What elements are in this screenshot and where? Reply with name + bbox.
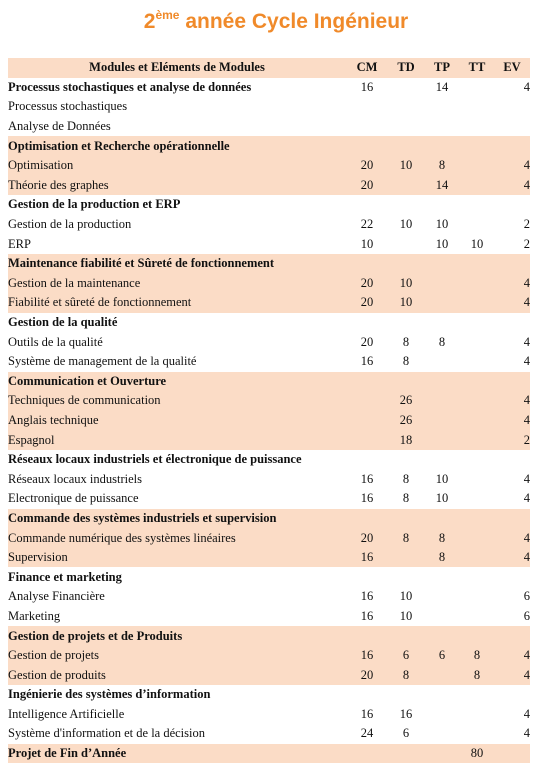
tp-value: 14 xyxy=(435,79,449,94)
tp-value: 10 xyxy=(435,491,449,506)
tt-value xyxy=(460,136,494,156)
ev-value: 6 xyxy=(523,589,530,604)
ev-value xyxy=(494,136,530,156)
module-name: Communication et Ouverture xyxy=(8,373,167,388)
element-row xyxy=(8,665,530,685)
tp-value xyxy=(424,587,460,607)
tp-value xyxy=(424,313,460,333)
module-name: Projet de Fin d’Année xyxy=(8,746,127,761)
ev-value xyxy=(494,254,530,274)
tt-value: 10 xyxy=(470,236,484,251)
td-value xyxy=(388,195,424,215)
cm-value xyxy=(346,450,388,470)
ev-value: 4 xyxy=(523,471,530,486)
ev-value: 4 xyxy=(523,667,530,682)
td-value xyxy=(388,548,424,568)
tt-value xyxy=(460,411,494,431)
cm-value: 16 xyxy=(360,79,374,94)
module-row xyxy=(8,195,530,215)
element-name: Gestion de projets xyxy=(8,648,99,663)
ev-value xyxy=(494,744,530,764)
td-value: 18 xyxy=(399,432,413,447)
ev-value: 4 xyxy=(523,530,530,545)
tt-value xyxy=(460,391,494,411)
ev-value: 6 xyxy=(523,608,530,623)
tt-value xyxy=(460,313,494,333)
element-name: Système d'information et de la décision xyxy=(8,726,205,741)
element-name: Marketing xyxy=(8,608,61,623)
module-row xyxy=(8,744,530,764)
tp-value: 8 xyxy=(438,334,446,349)
module-row xyxy=(8,567,530,587)
tt-value: 8 xyxy=(473,648,481,663)
cm-value xyxy=(346,117,388,137)
ev-value: 4 xyxy=(523,177,530,192)
element-row xyxy=(8,724,530,744)
module-row xyxy=(8,254,530,274)
element-row xyxy=(8,117,530,137)
cm-value xyxy=(346,567,388,587)
tt-value xyxy=(460,254,494,274)
td-value: 10 xyxy=(399,158,413,173)
module-row xyxy=(8,626,530,646)
ev-value xyxy=(494,509,530,529)
td-value: 8 xyxy=(402,354,410,369)
tt-value xyxy=(460,450,494,470)
ev-value xyxy=(494,97,530,117)
td-value xyxy=(388,97,424,117)
ev-value: 4 xyxy=(523,275,530,290)
cm-value: 20 xyxy=(360,530,374,545)
cm-value xyxy=(346,430,388,450)
ev-value: 4 xyxy=(523,295,530,310)
tp-value xyxy=(424,430,460,450)
td-value xyxy=(388,626,424,646)
element-name: Espagnol xyxy=(8,432,55,447)
tp-value xyxy=(424,195,460,215)
tt-value xyxy=(460,528,494,548)
tp-value xyxy=(424,665,460,685)
cm-value: 16 xyxy=(360,648,374,663)
page-title: 2ème année Cycle Ingénieur xyxy=(143,8,409,33)
tt-value xyxy=(460,567,494,587)
ev-value: 4 xyxy=(523,706,530,721)
module-row xyxy=(8,685,530,705)
header-modules: Modules et Eléments de Modules xyxy=(89,60,265,75)
module-name: Ingénierie des systèmes d’information xyxy=(8,687,211,702)
td-value: 10 xyxy=(399,217,413,232)
element-name: Optimisation xyxy=(8,158,74,173)
ev-value: 4 xyxy=(523,491,530,506)
element-row xyxy=(8,587,530,607)
element-row xyxy=(8,646,530,666)
cm-value: 24 xyxy=(360,726,374,741)
tp-value xyxy=(424,293,460,313)
tp-value xyxy=(424,705,460,725)
tp-value: 8 xyxy=(438,158,446,173)
tt-value: 80 xyxy=(470,746,484,761)
td-value xyxy=(388,117,424,137)
module-name: Gestion de la production et ERP xyxy=(8,197,181,212)
tt-value xyxy=(460,274,494,294)
td-value: 8 xyxy=(402,491,410,506)
element-name: Système de management de la qualité xyxy=(8,354,197,369)
module-name: Gestion de projets et de Produits xyxy=(8,628,183,643)
cm-value: 16 xyxy=(360,608,374,623)
element-name: Gestion de la maintenance xyxy=(8,275,141,290)
td-value: 6 xyxy=(402,726,410,741)
tt-value xyxy=(460,97,494,117)
ev-value xyxy=(494,313,530,333)
element-name: Gestion de produits xyxy=(8,667,106,682)
module-name: Optimisation et Recherche opérationnelle xyxy=(8,138,230,153)
td-value: 10 xyxy=(399,275,413,290)
td-value xyxy=(388,372,424,392)
cm-value: 20 xyxy=(360,295,374,310)
cm-value: 10 xyxy=(360,236,374,251)
cm-value: 20 xyxy=(360,334,374,349)
tt-value xyxy=(460,469,494,489)
tp-value: 10 xyxy=(435,471,449,486)
td-value: 10 xyxy=(399,589,413,604)
ev-value: 4 xyxy=(523,648,530,663)
element-name: Analyse Financière xyxy=(8,589,105,604)
td-value: 8 xyxy=(402,334,410,349)
cm-value: 16 xyxy=(360,471,374,486)
module-name: Commande des systèmes industriels et supervision xyxy=(8,510,277,525)
tp-value xyxy=(424,274,460,294)
tp-value xyxy=(424,685,460,705)
curriculum-table xyxy=(8,58,530,763)
cm-value xyxy=(346,313,388,333)
ev-value xyxy=(494,195,530,215)
element-name: Processus stochastiques xyxy=(8,99,128,114)
td-value xyxy=(388,509,424,529)
tt-value xyxy=(460,372,494,392)
tp-value xyxy=(424,97,460,117)
tt-value xyxy=(460,215,494,235)
cm-value xyxy=(346,136,388,156)
td-value xyxy=(388,234,424,254)
tt-value xyxy=(460,489,494,509)
td-value xyxy=(388,685,424,705)
element-row xyxy=(8,176,530,196)
tp-value xyxy=(424,391,460,411)
table-header-row xyxy=(8,58,530,78)
module-name: Processus stochastiques et analyse de données xyxy=(8,79,252,94)
tt-value xyxy=(460,156,494,176)
tp-value: 10 xyxy=(435,217,449,232)
tp-value xyxy=(424,254,460,274)
tp-value xyxy=(424,352,460,372)
element-row xyxy=(8,430,530,450)
tp-value xyxy=(424,136,460,156)
cm-value: 16 xyxy=(360,354,374,369)
ev-value: 4 xyxy=(523,158,530,173)
td-value: 26 xyxy=(399,393,413,408)
element-row xyxy=(8,274,530,294)
td-value: 26 xyxy=(399,412,413,427)
tt-value xyxy=(460,705,494,725)
cm-value xyxy=(346,254,388,274)
ev-value xyxy=(494,685,530,705)
tt-value xyxy=(460,587,494,607)
ev-value: 4 xyxy=(523,393,530,408)
module-row xyxy=(8,136,530,156)
tt-value xyxy=(460,509,494,529)
tt-value xyxy=(460,117,494,137)
tt-value xyxy=(460,195,494,215)
tt-value xyxy=(460,78,494,98)
cm-value: 20 xyxy=(360,177,374,192)
td-value xyxy=(388,744,424,764)
element-row xyxy=(8,528,530,548)
header-ev: EV xyxy=(503,60,521,75)
ev-value: 4 xyxy=(523,550,530,565)
td-value xyxy=(388,136,424,156)
tt-value xyxy=(460,352,494,372)
ev-value: 4 xyxy=(523,354,530,369)
tt-value xyxy=(460,626,494,646)
tp-value xyxy=(424,509,460,529)
header-tp: TP xyxy=(434,60,450,75)
module-row xyxy=(8,509,530,529)
tp-value: 8 xyxy=(438,530,446,545)
tt-value xyxy=(460,685,494,705)
td-value: 6 xyxy=(402,648,410,663)
tp-value xyxy=(424,724,460,744)
ev-value xyxy=(494,626,530,646)
header-tt: TT xyxy=(468,60,486,75)
element-name: Outils de la qualité xyxy=(8,334,103,349)
cm-value: 22 xyxy=(360,217,374,232)
element-name: Analyse de Données xyxy=(8,119,111,134)
ev-value: 4 xyxy=(523,334,530,349)
td-value xyxy=(388,254,424,274)
tp-value: 14 xyxy=(435,177,449,192)
module-row xyxy=(8,78,530,98)
cm-value: 20 xyxy=(360,667,374,682)
tp-value xyxy=(424,567,460,587)
ev-value: 4 xyxy=(523,726,530,741)
td-value xyxy=(388,567,424,587)
td-value: 8 xyxy=(402,667,410,682)
tt-value xyxy=(460,332,494,352)
tt-value xyxy=(460,607,494,627)
tp-value: 10 xyxy=(435,236,449,251)
ev-value: 4 xyxy=(523,412,530,427)
module-row xyxy=(8,372,530,392)
td-value: 8 xyxy=(402,530,410,545)
element-name: Théorie des graphes xyxy=(8,177,109,192)
tp-value xyxy=(424,450,460,470)
ev-value xyxy=(494,450,530,470)
tp-value xyxy=(424,411,460,431)
cm-value xyxy=(346,685,388,705)
element-name: Electronique de puissance xyxy=(8,491,139,506)
cm-value: 20 xyxy=(360,275,374,290)
tp-value: 8 xyxy=(438,550,446,565)
title-superscript: ème xyxy=(155,8,180,22)
ev-value: 4 xyxy=(523,79,530,94)
td-value: 8 xyxy=(402,471,410,486)
ev-value: 2 xyxy=(523,236,530,251)
element-name: Anglais technique xyxy=(8,412,99,427)
element-row xyxy=(8,97,530,117)
cm-value xyxy=(346,372,388,392)
td-value: 10 xyxy=(399,608,413,623)
cm-value: 16 xyxy=(360,589,374,604)
element-name: Gestion de la production xyxy=(8,217,132,232)
cm-value xyxy=(346,97,388,117)
ev-value xyxy=(494,372,530,392)
cm-value xyxy=(346,195,388,215)
element-name: Fiabilité et sûreté de fonctionnement xyxy=(8,295,192,310)
element-row xyxy=(8,215,530,235)
element-row xyxy=(8,293,530,313)
element-row xyxy=(8,391,530,411)
element-name: ERP xyxy=(8,236,31,251)
tp-value xyxy=(424,744,460,764)
module-name: Réseaux locaux industriels et électronique de puissance xyxy=(8,452,302,467)
element-name: Techniques de communication xyxy=(8,393,161,408)
element-row xyxy=(8,469,530,489)
module-name: Maintenance fiabilité et Sûreté de fonctionnement xyxy=(8,256,275,271)
header-td: TD xyxy=(397,60,415,75)
ev-value: 2 xyxy=(523,217,530,232)
cm-value: 16 xyxy=(360,550,374,565)
cm-value xyxy=(346,744,388,764)
cm-value xyxy=(346,509,388,529)
cm-value: 20 xyxy=(360,158,374,173)
tt-value xyxy=(460,176,494,196)
cm-value xyxy=(346,391,388,411)
ev-value xyxy=(494,567,530,587)
header-cm: CM xyxy=(356,60,378,75)
module-row xyxy=(8,313,530,333)
tp-value xyxy=(424,117,460,137)
element-row xyxy=(8,411,530,431)
ev-value xyxy=(494,117,530,137)
td-value xyxy=(388,313,424,333)
td-value: 10 xyxy=(399,295,413,310)
element-row xyxy=(8,332,530,352)
tp-value: 6 xyxy=(438,648,446,663)
cm-value: 16 xyxy=(360,706,374,721)
tp-value xyxy=(424,607,460,627)
ev-value: 2 xyxy=(523,432,530,447)
element-row xyxy=(8,234,530,254)
element-row xyxy=(8,352,530,372)
td-value xyxy=(388,176,424,196)
tp-value xyxy=(424,372,460,392)
tt-value xyxy=(460,548,494,568)
element-row xyxy=(8,607,530,627)
tt-value xyxy=(460,430,494,450)
module-name: Finance et marketing xyxy=(8,569,122,584)
element-row xyxy=(8,156,530,176)
cm-value xyxy=(346,411,388,431)
module-row xyxy=(8,450,530,470)
element-row xyxy=(8,489,530,509)
td-value xyxy=(388,78,424,98)
td-value: 16 xyxy=(399,706,413,721)
tt-value xyxy=(460,293,494,313)
td-value xyxy=(388,450,424,470)
element-row xyxy=(8,548,530,568)
element-name: Réseaux locaux industriels xyxy=(8,471,142,486)
tt-value: 8 xyxy=(473,667,481,682)
tt-value xyxy=(460,724,494,744)
tp-value xyxy=(424,626,460,646)
cm-value xyxy=(346,626,388,646)
element-name: Commande numérique des systèmes linéaires xyxy=(8,530,236,545)
element-row xyxy=(8,705,530,725)
element-name: Supervision xyxy=(8,550,68,565)
element-name: Intelligence Artificielle xyxy=(8,706,125,721)
cm-value: 16 xyxy=(360,491,374,506)
module-name: Gestion de la qualité xyxy=(8,315,118,330)
